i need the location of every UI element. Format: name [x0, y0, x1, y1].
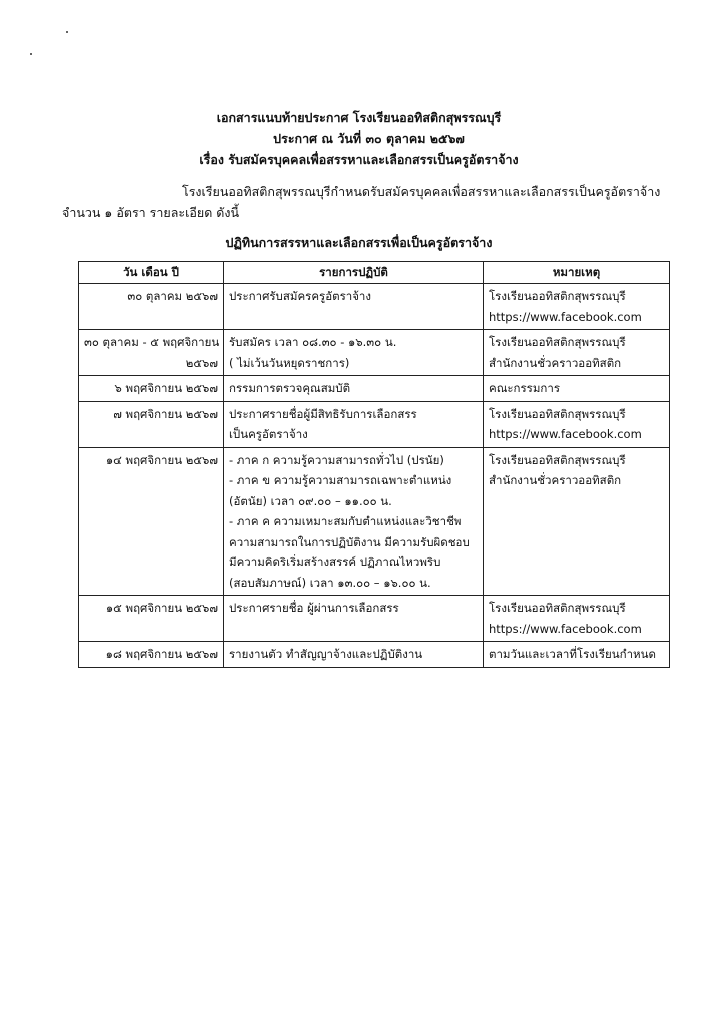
- activity-cell: [224, 376, 484, 402]
- intro-paragraph: [62, 181, 662, 223]
- note-line: โรงเรียนออทิสติกสุพรรณบุรี: [489, 335, 626, 349]
- date-line: ๖ พฤศจิกายน ๒๕๖๗: [114, 381, 218, 395]
- date-line: ๑๘ พฤศจิกายน ๒๕๖๗: [105, 647, 218, 661]
- activity-line: (สอบสัมภาษณ์) เวลา ๑๓.๐๐ – ๑๖.๐๐ น.: [229, 575, 431, 590]
- header-activity: รายการปฏิบัติ: [224, 262, 484, 284]
- activity-line: ประกาศรายชื่อผู้มีสิทธิรับการเลือกสรร: [229, 406, 417, 421]
- table-row: [79, 401, 670, 447]
- note-line: โรงเรียนออทิสติกสุพรรณบุรี: [489, 601, 626, 615]
- date-cell: [79, 447, 224, 596]
- activity-cell: [224, 284, 484, 330]
- note-line: https://www.facebook.com: [489, 427, 642, 441]
- date-cell: [79, 376, 224, 402]
- date-cell: [79, 401, 224, 447]
- note-line: คณะกรรมการ: [489, 381, 561, 395]
- schedule-table: [78, 261, 670, 668]
- document-header: [0, 107, 718, 170]
- note-line: โรงเรียนออทิสติกสุพรรณบุรี: [489, 406, 626, 421]
- table-row: [79, 447, 670, 596]
- note-line: สำนักงานชั่วคราวออทิสติก: [489, 355, 622, 370]
- date-cell: [79, 284, 224, 330]
- header-line-2: ประกาศ ณ วันที่ ๓๐ ตุลาคม ๒๕๖๗: [273, 131, 465, 146]
- activity-line: - ภาค ค ความเหมาะสมกับตำแหน่งและวิชาชีพ: [229, 514, 462, 528]
- date-cell: [79, 642, 224, 668]
- intro-line-1: โรงเรียนออทิสติกสุพรรณบุรีกำหนดรับสมัครบุคคลเพื่อสรรหาและเลือกสรรเป็นครูอัตราจ้าง: [182, 184, 661, 199]
- activity-line: - ภาค ก ความรู้ความสามารถทั่วไป (ปรนัย): [229, 452, 444, 467]
- activity-line: (อัตนัย) เวลา ๐๙.๐๐ – ๑๑.๐๐ น.: [229, 493, 392, 508]
- header-date: วัน เดือน ปี: [79, 262, 224, 284]
- scan-speck: [66, 31, 68, 33]
- activity-line: มีความคิดริเริ่มสร้างสรรค์ ปฏิภาณไหวพริบ: [229, 555, 441, 569]
- table-row: [79, 376, 670, 402]
- note-line: ตามวันและเวลาที่โรงเรียนกำหนด: [489, 647, 656, 661]
- activity-line: - ภาค ข ความรู้ความสามารถเฉพาะตำแหน่ง: [229, 473, 452, 487]
- table-row: [79, 330, 670, 376]
- note-line: โรงเรียนออทิสติกสุพรรณบุรี: [489, 452, 626, 467]
- note-cell: [484, 447, 670, 596]
- intro-line-2: จำนวน ๑ อัตรา รายละเอียด ดังนี้: [62, 205, 240, 220]
- note-cell: [484, 330, 670, 376]
- header-note: หมายเหตุ: [484, 262, 670, 284]
- scan-speck: [30, 53, 32, 55]
- note-line: https://www.facebook.com: [489, 621, 642, 636]
- date-line: ๓๐ ตุลาคม - ๕ พฤศจิกายน: [84, 335, 220, 349]
- date-line: ๗ พฤศจิกายน ๒๕๖๗: [113, 406, 218, 421]
- note-line: โรงเรียนออทิสติกสุพรรณบุรี: [489, 289, 626, 303]
- table-row: [79, 284, 670, 330]
- note-cell: [484, 642, 670, 668]
- note-cell: [484, 401, 670, 447]
- table-header-row: [79, 262, 670, 284]
- table-row: [79, 642, 670, 668]
- date-line: ๑๕ พฤศจิกายน ๒๕๖๗: [105, 601, 218, 615]
- note-cell: [484, 284, 670, 330]
- note-cell: [484, 596, 670, 642]
- header-line-1: เอกสารแนบท้ายประกาศ โรงเรียนออทิสติกสุพรรณบุรี: [216, 110, 502, 125]
- activity-line: ( ไม่เว้นวันหยุดราชการ): [229, 355, 350, 370]
- date-cell: [79, 596, 224, 642]
- activity-line: รายงานตัว ทำสัญญาจ้างและปฏิบัติงาน: [229, 647, 423, 661]
- section-title: ปฏิทินการสรรหาและเลือกสรรเพื่อเป็นครูอัตราจ้าง: [225, 235, 493, 250]
- activity-cell: [224, 447, 484, 596]
- note-line: สำนักงานชั่วคราวออทิสติก: [489, 473, 622, 487]
- activity-cell: [224, 596, 484, 642]
- note-cell: [484, 376, 670, 402]
- date-line: ๓๐ ตุลาคม ๒๕๖๗: [127, 289, 218, 303]
- activity-cell: [224, 642, 484, 668]
- activity-line: ประกาศรับสมัครครูอัตราจ้าง: [229, 289, 372, 303]
- date-line: ๒๕๖๗: [185, 355, 218, 370]
- activity-line: เป็นครูอัตราจ้าง: [229, 427, 308, 441]
- activity-line: รับสมัคร เวลา ๐๘.๓๐ - ๑๖.๓๐ น.: [229, 335, 397, 349]
- table-row: [79, 596, 670, 642]
- activity-cell: [224, 330, 484, 376]
- note-line: https://www.facebook.com: [489, 309, 642, 324]
- activity-line: กรรมการตรวจคุณสมบัติ: [229, 381, 351, 395]
- date-cell: [79, 330, 224, 376]
- header-line-3: เรื่อง รับสมัครบุคคลเพื่อสรรหาและเลือกสรรเป็นครูอัตราจ้าง: [199, 152, 519, 167]
- activity-cell: [224, 401, 484, 447]
- activity-line: ความสามารถในการปฏิบัติงาน มีความรับผิดชอบ: [229, 534, 470, 549]
- activity-line: ประกาศรายชื่อ ผู้ผ่านการเลือกสรร: [229, 601, 399, 615]
- date-line: ๑๔ พฤศจิกายน ๒๕๖๗: [105, 452, 218, 467]
